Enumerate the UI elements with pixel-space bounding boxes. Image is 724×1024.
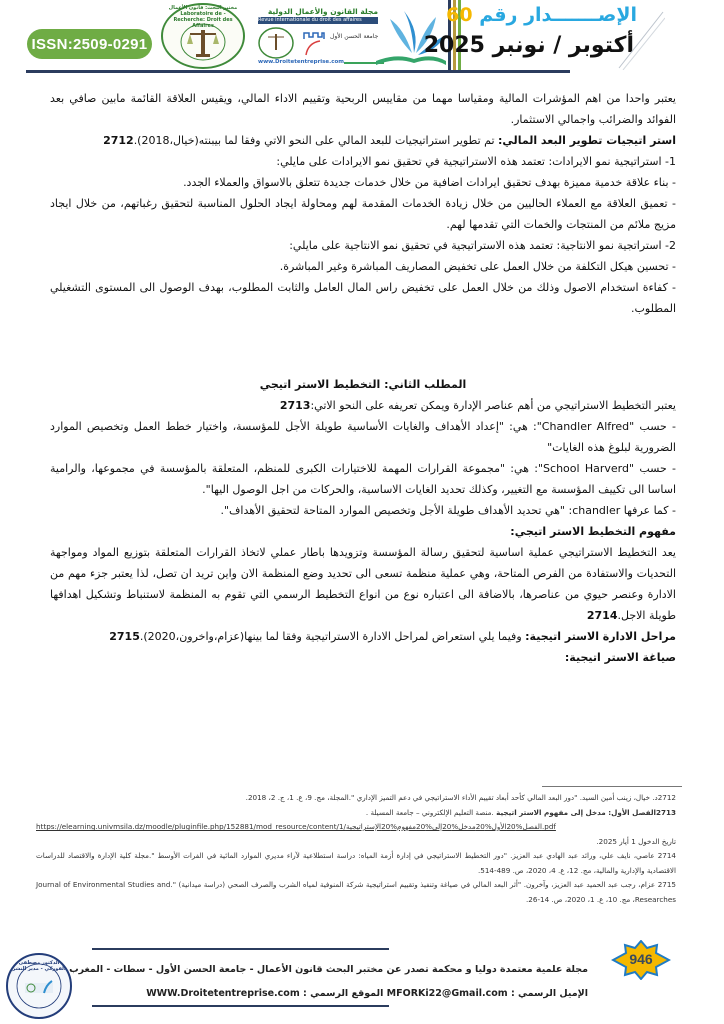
footnote-2715: 2715 عزام، رجب عبد الحميد عبد العزيز، وآخرون. "أثر البعد المالي في صياغة وتنفيذ وتقييم استراتيجية شركة المنوفية لمياه الشرب والصرف الصحي (دراسة ميدانية) ".Journal of Environmental Studies and Researches، مج. 10، ع. 1، 2020، ص. 14-26. (36, 880, 676, 904)
footnote-text: .منصة التعليم الإلكتروني – جامعة المسيلة . (365, 807, 497, 817)
subsection-heading: مفهوم التخطيط الاستر اتيجي: (510, 525, 676, 538)
university-logo-text: جامعة الحسن الأول (330, 33, 379, 40)
article-body (50, 88, 676, 319)
page-number: 946 (629, 951, 653, 967)
paragraph-text: تم تطوير استراتيجيات للبعد المالي على النحو الاتي وفقا لما بيبنته(خيال،2018). (133, 134, 499, 147)
decorative-diagonal-lines (615, 10, 665, 70)
footer-contact[interactable]: الإميل الرسمي : MFORKi22@Gmail.com الموقع الرسمي : WWW.Droitetentreprise.com (146, 988, 588, 999)
paragraph: 2- استراتجية نمو الانتاجية: تعتمد هذه الاستراتيجية في تحقيق نمو الانتاجية على مايلي: (289, 239, 676, 252)
issue-number: 60 (446, 4, 473, 26)
paragraph: - حسب "Chandler Alfred": هي: "إعداد الأهداف والغايات الأساسية طويلة الأجل للمؤسسة، واختيار خطط العمل وتخصيص الموارد الضرورية لبلوغ هذه الغايات" (50, 420, 676, 454)
website-logo-text: www.Droitetentreprise.com (258, 59, 345, 65)
footnote-2712: 2712د. خيال، زينب أمين السيد. "دور البعد المالي كأحد أبعاد تقييم الأداء الاستراتيجي في دعم التميز الإداري ".المجلة، مج. 9، ع. 1، ج. 2، 2018. (245, 793, 676, 802)
footnotes (36, 791, 676, 907)
footnote-2713-link (36, 820, 676, 835)
lab-seal-text: مختبر البحث: قانون الأعمال - Laboratoire de Recherche: Droit des Affaires (168, 5, 238, 29)
paragraph: - حسب "School Harverd": هي: "مجموعة القرارات المهمة للاختيارات الكبرى للمنظم، المتعلقة بالمؤسسة في مجموعها، والرامية اساسا الى تكييف المؤسسة مع التغيير، وكذلك تحديد الغايات الاساسية، والحركات من اجل الوصول اليها". (50, 462, 677, 496)
footnote-title: 2713الفصل الأول: مدخل إلى مفهوم الاستر اتيجية (496, 807, 676, 817)
paragraph (50, 626, 676, 647)
footnote-ref[interactable]: 2713 (279, 399, 311, 412)
footnote-ref[interactable]: 2712 (103, 134, 134, 147)
lab-seal-logo (160, 2, 246, 70)
footnote-2714: 2714 عاصي، نايف علي، ورائد عبد الهادي عبد العزيز. "دور التخطيط الاستراتيجي في إدارة أزمة المياه: دراسة استطلاعية لآراء مديري الموارد المائية في الفرات الأوسط ".مجلة كلية الإدارة والاقتصاد للدراسات الاقتصادية والإدارية والمالية، مج. 12، ع. 4، 2020، ص. 489-514. (36, 851, 676, 875)
seal-text: الدكتور مصطفى الفوركي - مدير النشر (12, 960, 66, 972)
paragraph: 1- استراتيجية نمو الايرادات: تعتمد هذه الاستراتيجية في تحقيق نمو الايرادات على مايلي: (276, 155, 676, 168)
section-heading: المطلب الثاني: التخطيط الاستر اتيجي (259, 378, 467, 391)
footnote-ref[interactable]: 2714 (586, 609, 618, 622)
footnote-2713-access-date: تاريخ الدخول 1 أيار 2025. (596, 836, 676, 846)
paragraph-financial-strategies (50, 130, 676, 151)
journal-logo-subtitle: Revue internationale du droit des affaires (258, 17, 378, 24)
paragraph: يعتبر واحدا من اهم المؤشرات المالية ومقياسا مهما من مقاييس الربحية وتقييم الاداء المالي، ويقيس العلاقة القائمة مابين صافي بعد الفوائد والضرائب واجمالي الاستثمار. (50, 92, 676, 126)
paragraph-text: وفيما يلي استعراض لمراحل الادارة الاستراتيجية وفقا لما بينها(عزام،واخرون،2020). (139, 630, 526, 643)
footer-rule-bottom (92, 1005, 389, 1007)
issue-date: أكتوبر / نونبر 2025 (423, 33, 634, 58)
header-rule (26, 70, 570, 73)
footer-rule-top (92, 948, 389, 950)
university-emblem-icon (302, 31, 326, 57)
paragraph: - كما عرفها chandler: "هي تحديد الأهداف طويلة الأجل وتخصيص الموارد المتاحة لتحقيق الأهداف". (220, 504, 676, 517)
issue-label: الإصـــــــدار رقم (479, 4, 637, 26)
inline-heading: استر اتيجيات تطوير البعد المالي: (498, 134, 676, 147)
footnote-2713 (36, 806, 676, 821)
footer-journal-description: مجلة علمية معتمدة دوليا و محكمة تصدر عن مختبر البحث قانون الأعمال - جامعة الحسن الأول - سطات - المغرب (69, 964, 588, 975)
editor-seal (6, 953, 72, 1019)
section-strategic-planning (50, 374, 676, 668)
journal-logo (256, 5, 448, 71)
paragraph-text: يعد التخطيط الاستراتيجي عملية اساسية لتحقيق رسالة المؤسسة وتزويدها باطار عملي لاتخاذ القرارات المتعلقة بتوزيع المواد ومواجهة التحديات والاستفادة من الفرص المتاحة، وهي عملية منظمة تسعى الى تحديد وضع المنظمة الان واين تريد ان تصل، لذا يعتبر جزء مهم من الادارة وعنصر حيوي من عناصرها، بالاضافة الى اعتباره نوع من انواع التخطيط الرسمي التي تقوم به المنظمة لاستنباط وتشكيل اهدافها طويلة الاجل. (50, 546, 676, 622)
footnote-separator (542, 786, 682, 787)
inline-heading: مراحل الادارة الاستر اتيجية: (525, 630, 676, 643)
paragraph (50, 542, 676, 626)
paragraph: - تعميق العلاقة مع العملاء الحاليين من خلال زيادة الخدمات المقدمة لهم ومحاولة ايجاد الحلول المناسبة لتحقيق رغباتهم، من خلال ايجاد مزيج ملائم من المنتجات والخمات التي تقدمها لهم. (50, 197, 676, 231)
footnote-ref[interactable]: 2715 (109, 630, 140, 643)
lab-seal-small-icon (256, 25, 296, 61)
paragraph (50, 395, 676, 416)
paragraph-text: يعتبر التخطيط الاستراتيجي من أهم عناصر الإدارة ويمكن تعريفه على النحو الاتي: (310, 399, 676, 412)
subsection-heading: صياغة الاستر اتيجية: (564, 651, 676, 664)
issue-number-heading (446, 4, 637, 26)
paragraph: - بناء علاقة خدمية مميزة بهدف تحقيق ايرادات اضافية من خلال خدمات جديدة تتعلق بالاسواق والعملاء الجدد. (183, 176, 676, 189)
footnote-link[interactable]: https://elearning.univmsila.dz/moodle/pluginfile.php/152881/mod_resource/content/1/الفصل%20الأول%20مدخل%20إلى%20مفهوم%20الإستراتيجية.pdf (36, 822, 556, 831)
paragraph: - تحسين هيكل التكلفة من خلال العمل على تخفيض المصاريف المباشرة وغير المباشرة. (279, 260, 676, 273)
issn-badge: ISSN:2509-0291 (27, 29, 152, 59)
paragraph: - كفاءة استخدام الاصول وذلك من خلال العمل على تخفيض راس المال العامل والثابت المطلوب، بهدف الوصول الى المستوى التشغيلي المطلوب. (50, 281, 676, 315)
journal-logo-title: مجلة القانون والأعمال الدولية (267, 7, 378, 16)
